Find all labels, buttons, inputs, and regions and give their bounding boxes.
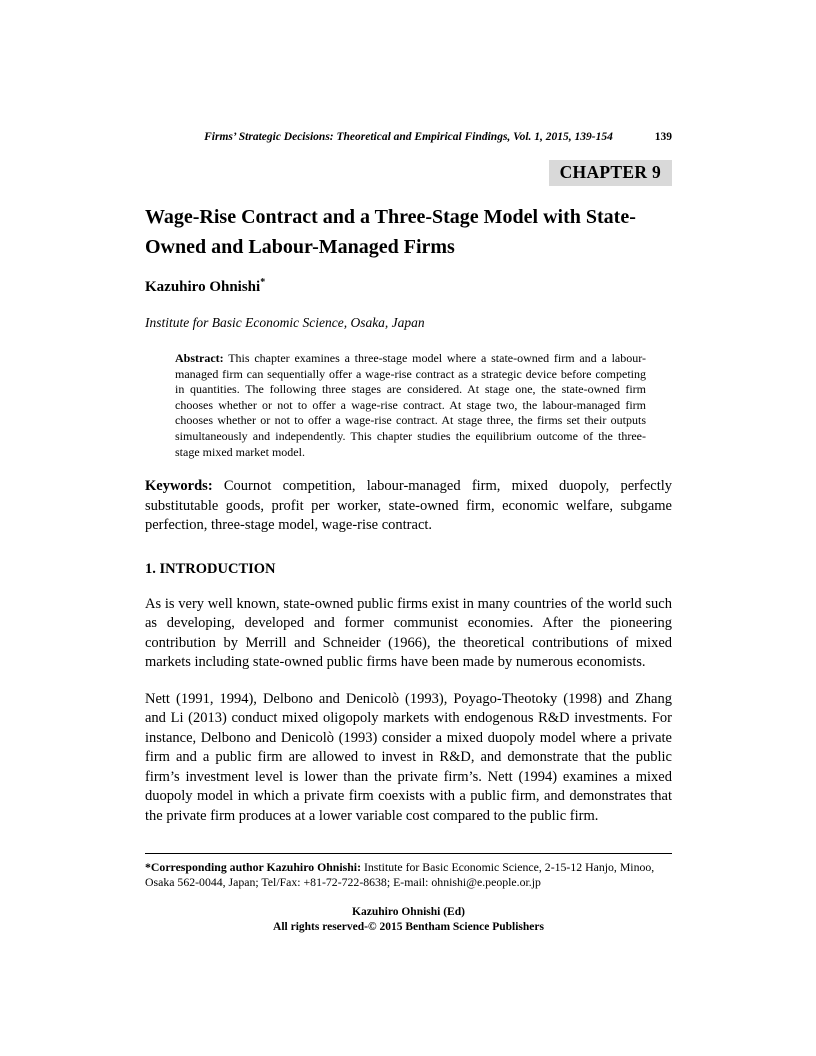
abstract-label: Abstract: xyxy=(175,351,224,365)
keywords-block xyxy=(145,477,672,536)
running-title: Firms’ Strategic Decisions: Theoretical and Empirical Findings, Vol. 1, 2015, 139-154 xyxy=(204,131,613,143)
abstract-text: This chapter examines a three-stage model where a state-owned firm and a labour-managed firm can sequentially offer a wage-rise contract as a strategic device before competing in quantities. The following three stages are considered. At stage one, the state-owned firm chooses whether or not to offer a wage-rise contract. At stage two, the labour-managed firm chooses whether or not to offer a wage-rise contract. At stage three, the firms set their outputs simultaneously and independently. This chapter studies the equilibrium outcome of the three-stage mixed market model. xyxy=(175,351,646,459)
page-number: 139 xyxy=(654,131,672,143)
author-name: Kazuhiro Ohnishi xyxy=(145,279,261,295)
abstract-block xyxy=(175,351,646,460)
keywords-label: Keywords: xyxy=(145,478,213,495)
chapter-badge: CHAPTER 9 xyxy=(549,160,672,186)
page-content xyxy=(145,0,672,935)
footnote-block xyxy=(145,853,672,890)
section-heading-introduction: 1. INTRODUCTION xyxy=(145,560,276,577)
footnote-label: *Corresponding author Kazuhiro Ohnishi: xyxy=(145,860,362,875)
corresponding-author-footnote xyxy=(145,860,672,890)
introduction-paragraph-1: As is very well known, state-owned public firms exist in many countries of the world such as developing, developed and former communist economies. After the pioneering contribution by Merrill and Schneider (1966), the theoretical contributions of mixed markets including state-owned public firms have been made by numerous economists. xyxy=(145,595,672,671)
introduction-paragraph-2: Nett (1991, 1994), Delbono and Denicolò (1993), Poyago-Theotoky (1998) and Zhang and Li (2013) conduct mixed oligopoly markets with endogenous R&D investments. For instance, Delbono and Denicolò (1993) consider a mixed duopoly model where a private firm and a public firm are allowed to invest in R&D, and demonstrate that the public firm’s investment level is lower than the private firm’s. Nett (1994) examines a mixed duopoly model in which a private firm coexists with a public firm, and demonstrates that the private firm produces at a lower variable cost compared to the public firm. xyxy=(145,690,672,824)
footer-editor-line: Kazuhiro Ohnishi (Ed) xyxy=(352,906,465,919)
affiliation: Institute for Basic Economic Science, Osaka, Japan xyxy=(145,315,425,330)
page-footer xyxy=(145,905,672,935)
footer-rights-line: All rights reserved-© 2015 Bentham Science Publishers xyxy=(273,921,544,934)
keywords-text: Cournot competition, labour-managed firm, mixed duopoly, perfectly substitutable goods, profit per worker, state-owned firm, economic welfare, subgame perfection, three-stage model, wage-rise contract. xyxy=(145,478,672,534)
chapter-row xyxy=(145,160,672,186)
author-line xyxy=(145,277,672,296)
chapter-title: Wage-Rise Contract and a Three-Stage Model with State-Owned and Labour-Managed Firms xyxy=(145,206,636,258)
footnote-detail: Institute for Basic Economic Science, 2-15-12 Hanjo, Minoo, Osaka 562-0044, Japan; Tel/Fax: +81-72-722-8638; E-mail: ohnishi@e.people.or.jp xyxy=(145,860,655,890)
author-note-symbol: * xyxy=(260,277,266,288)
footnote-divider xyxy=(145,853,672,854)
running-header xyxy=(145,131,672,147)
